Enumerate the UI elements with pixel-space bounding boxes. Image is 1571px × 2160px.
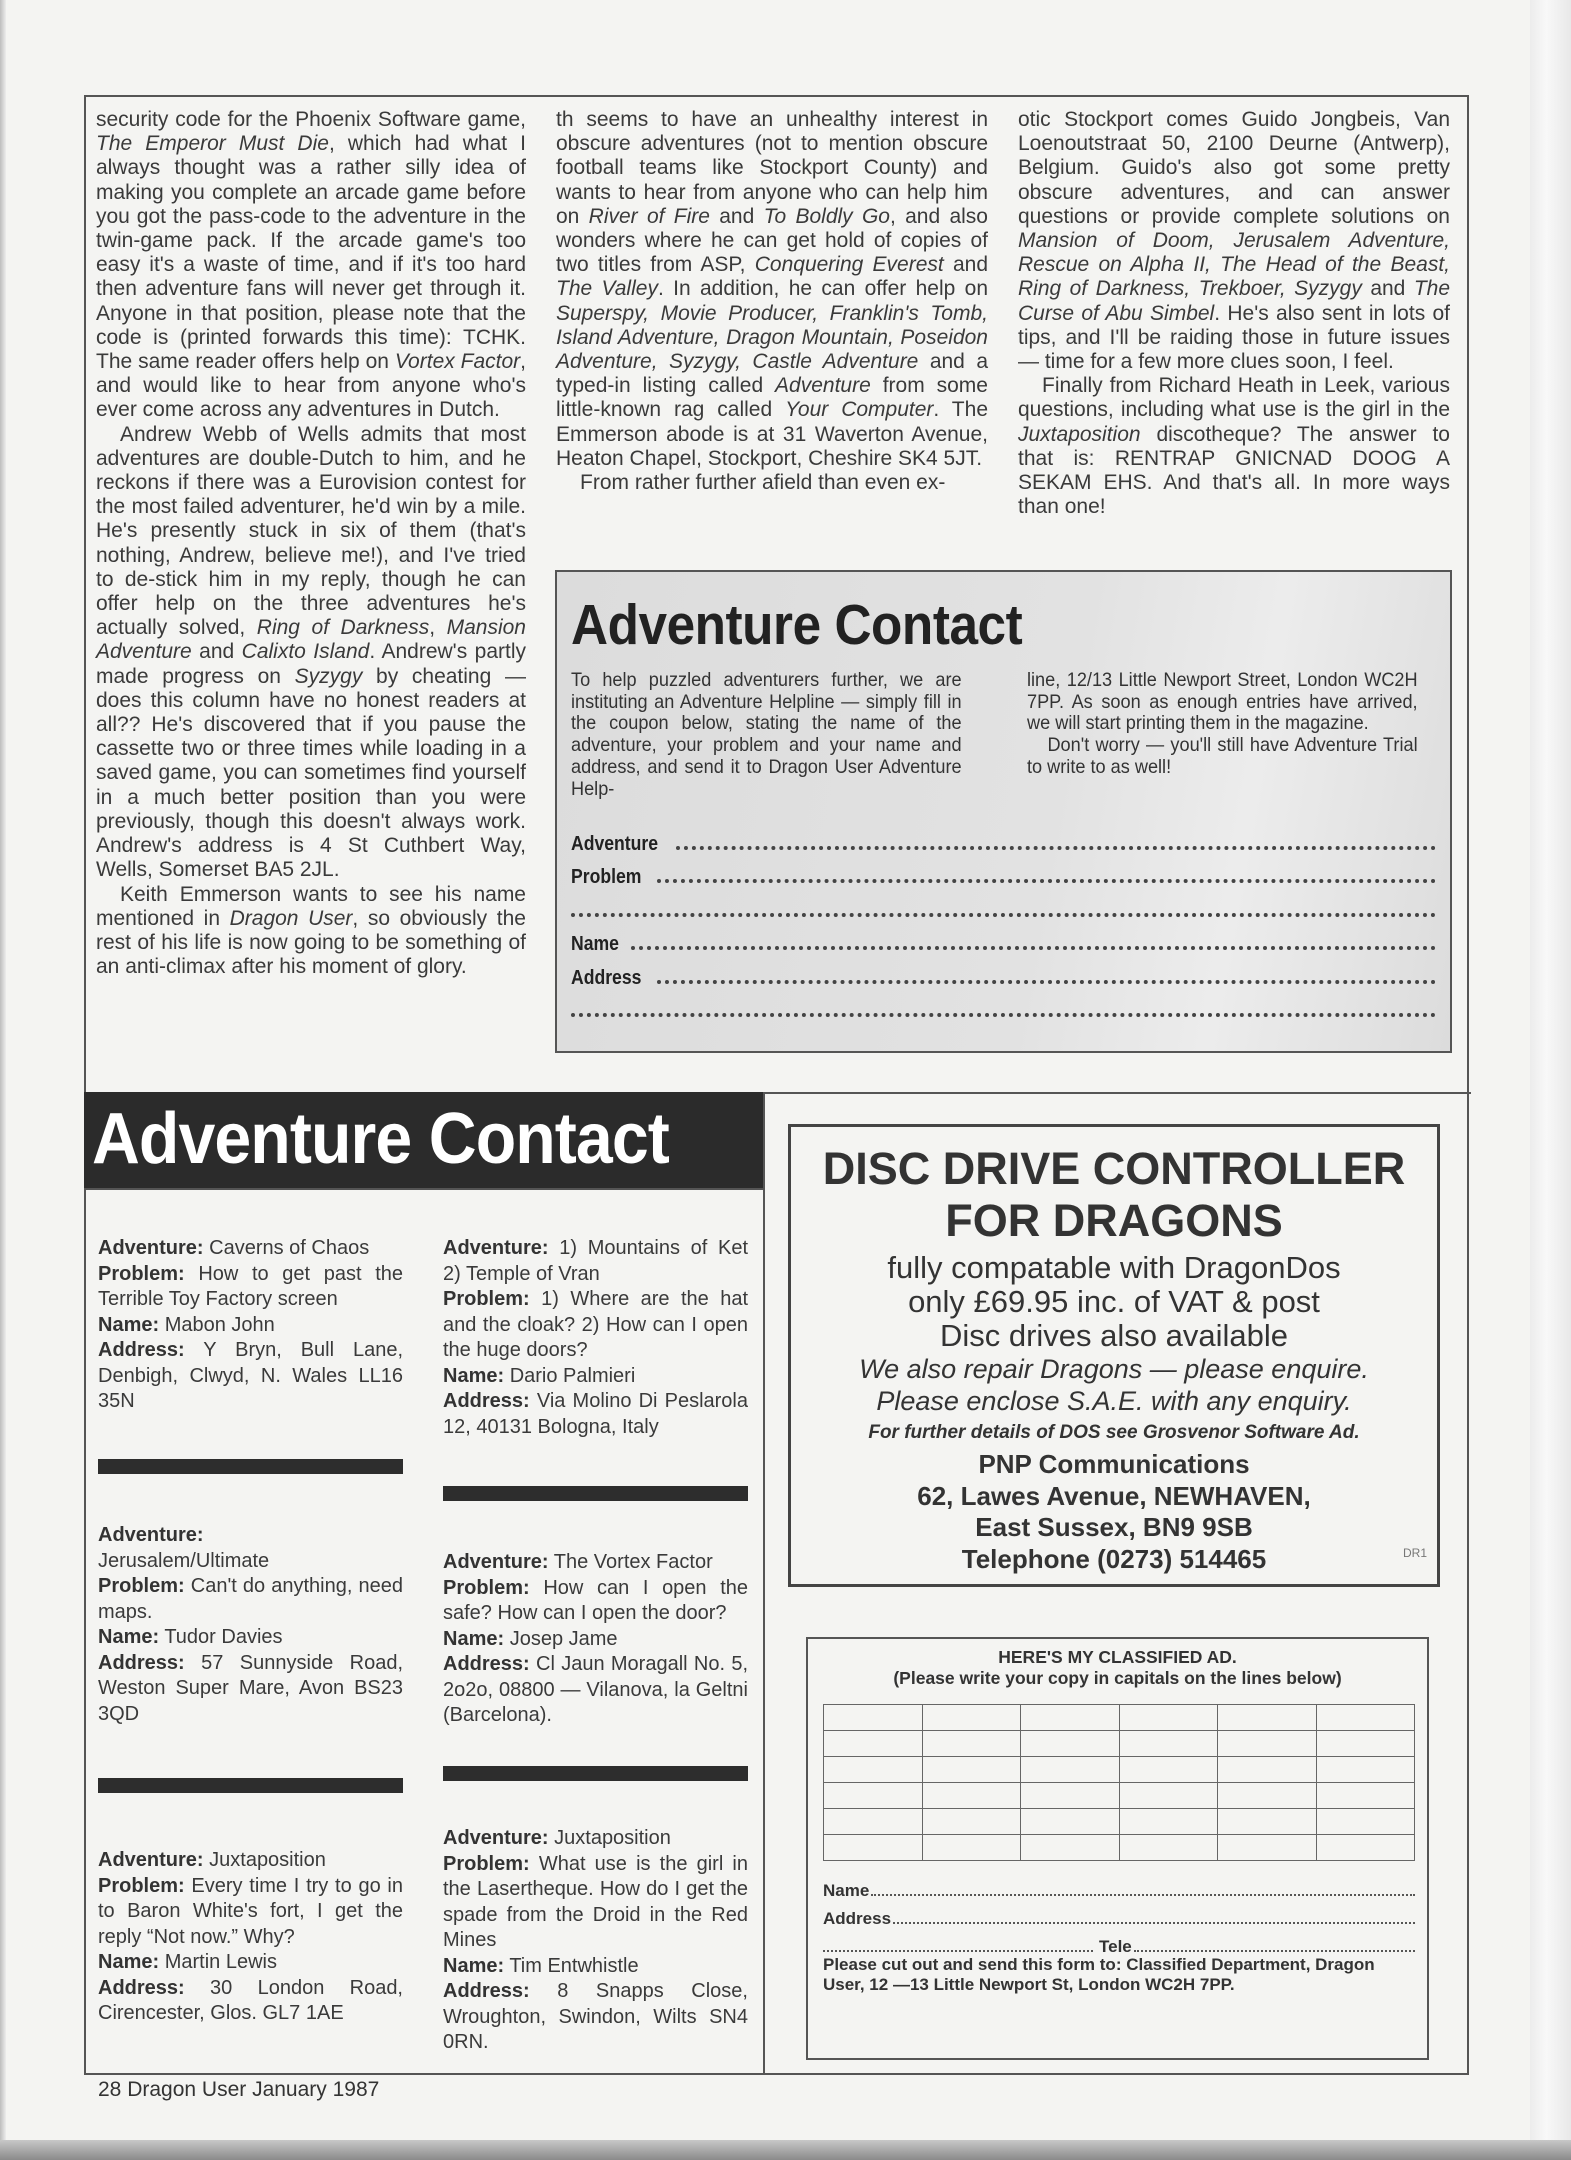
dotted-line xyxy=(676,846,1436,850)
grid-cell[interactable] xyxy=(1021,1757,1120,1783)
coupon-field-adventure[interactable] xyxy=(571,822,1436,856)
grid-cell[interactable] xyxy=(922,1705,1021,1731)
name-label: Name xyxy=(823,1881,870,1900)
coupon-field-label: Problem xyxy=(571,866,642,888)
disc-drive-ad xyxy=(788,1124,1440,1587)
entry-address: Address: Y Bryn, Bull Lane, Denbigh, Clwyd, N. Wales LL16 35N xyxy=(98,1339,403,1412)
grid-cell[interactable] xyxy=(922,1783,1021,1809)
classified-heading: HERE'S MY CLASSIFIED AD. xyxy=(998,1647,1237,1667)
grid-cell[interactable] xyxy=(1218,1705,1317,1731)
grid-cell[interactable] xyxy=(922,1809,1021,1835)
grid-cell[interactable] xyxy=(1218,1757,1317,1783)
grid-cell[interactable] xyxy=(1021,1705,1120,1731)
coupon-field-address[interactable] xyxy=(571,956,1436,990)
dotted-line xyxy=(571,913,1436,917)
entry-adventure: Adventure: 1) Mountains of Ket 2) Temple of Vran xyxy=(443,1237,748,1285)
page-footer: 28 Dragon User January 1987 xyxy=(98,2078,380,2101)
entry-problem: Problem: How to get past the Terrible Toy Factory screen xyxy=(98,1262,403,1310)
entry-address: Address: 57 Sunnyside Road, Weston Super Mare, Avon BS23 3QD xyxy=(98,1651,403,1725)
dotted-line xyxy=(657,980,1436,984)
entry-problem: Problem: What use is the girl in the Lasertheque. How do I get the spade from the Droid in the Red Mines xyxy=(443,1852,748,1951)
entry-adventure: Adventure: Jerusalem/Ultimate xyxy=(98,1524,270,1572)
contact-entry xyxy=(98,1848,403,2027)
article-column-2 xyxy=(556,108,988,495)
coupon-field-label: Adventure xyxy=(571,832,659,855)
entry-adventure: Adventure: Juxtaposition xyxy=(98,1849,326,1871)
helpline-paragraph: Don't worry — you'll still have Adventure Trial to write to as well! xyxy=(1027,734,1418,778)
entry-problem: Problem: Every time I try to go in to Baron White's fort, I get the reply “Not now.” Why? xyxy=(98,1874,403,1948)
coupon-field-name[interactable] xyxy=(571,923,1436,957)
ad-telephone: Telephone (0273) 514465 xyxy=(961,1543,1267,1574)
separator-bar xyxy=(443,1486,748,1501)
grid-cell[interactable] xyxy=(824,1783,923,1809)
article-paragraph: security code for the Phoenix Software game, The Emperor Must Die, which had what I always thought was a rather silly idea of making you complete an arcade game before you got the pass-code to the adventure in the twin-game pack. If the arcade game's too easy it's a waste of time, and if it's too hard then adventure fans will never get through it. Anyone in that position, please note that the code is (printed forwards this time): TCHK. The same reader offers help on Vortex Factor, and would like to hear from anyone who's ever come across any adventures in Dutch. xyxy=(96,108,527,422)
entry-adventure: Adventure: Juxtaposition xyxy=(443,1827,671,1849)
entry-problem: Problem: 1) Where are the hat and the cloak? 2) How can I open the huge doors? xyxy=(443,1288,748,1361)
classified-ad-form xyxy=(806,1637,1429,2060)
separator-bar xyxy=(98,1778,403,1793)
contact-entry xyxy=(443,1236,748,1440)
classified-instructions: (Please write your copy in capitals on the lines below) xyxy=(893,1668,1342,1688)
dotted-line xyxy=(657,879,1436,883)
entry-problem: Problem: Can't do anything, need maps. xyxy=(98,1575,403,1623)
grid-cell[interactable] xyxy=(1119,1705,1218,1731)
ad-address: East Sussex, BN9 9SB xyxy=(975,1512,1253,1542)
contact-entry xyxy=(98,1236,403,1415)
tele-label: Tele xyxy=(1099,1937,1132,1956)
contact-entry xyxy=(98,1523,403,1727)
entry-name: Name: Tim Entwhistle xyxy=(443,1954,639,1977)
grid-cell[interactable] xyxy=(1316,1835,1415,1861)
helpline-intro-left xyxy=(571,670,962,800)
entry-address: Address: Cl Jaun Moragall No. 5, 2o2o, 08800 — Vilanova, la Geltni (Barcelona). xyxy=(443,1653,748,1726)
grid-cell[interactable] xyxy=(824,1731,923,1757)
helpline-box xyxy=(555,570,1452,1053)
coupon-field-label: Name xyxy=(571,933,619,955)
grid-cell[interactable] xyxy=(1119,1835,1218,1861)
grid-cell[interactable] xyxy=(1218,1835,1317,1861)
grid-cell[interactable] xyxy=(1316,1783,1415,1809)
ad-note: For further details of DOS see Grosvenor Software Ad. xyxy=(868,1422,1360,1443)
entry-name: Name: Dario Palmieri xyxy=(443,1364,636,1387)
entry-address: Address: 8 Snapps Close, Wroughton, Swindon, Wilts SN4 0RN. xyxy=(443,1980,748,2053)
contact-title: Adventure Contact xyxy=(92,1099,669,1179)
ad-line: Disc drives also available xyxy=(939,1318,1289,1353)
entry-name: Name: Martin Lewis xyxy=(98,1951,277,1973)
ad-headline: DISC DRIVE CONTROLLER xyxy=(822,1143,1406,1194)
grid-cell[interactable] xyxy=(1218,1809,1317,1835)
entry-name: Name: Tudor Davies xyxy=(98,1626,283,1648)
ad-code: DR1 xyxy=(1402,1546,1427,1560)
page-shadow-bottom xyxy=(0,2140,1571,2160)
coupon-field-continuation[interactable] xyxy=(571,889,1436,923)
entry-address: Address: Via Molino Di Peslarola 12, 40131 Bologna, Italy xyxy=(443,1390,748,1438)
grid-cell[interactable] xyxy=(1218,1731,1317,1757)
grid-cell[interactable] xyxy=(824,1705,923,1731)
contact-entry xyxy=(443,1826,748,2056)
grid-cell[interactable] xyxy=(824,1809,923,1835)
classified-name-field[interactable] xyxy=(823,1873,1415,1901)
entry-adventure: Adventure: The Vortex Factor xyxy=(443,1551,713,1573)
ad-address: 62, Lawes Avenue, NEWHAVEN, xyxy=(917,1480,1311,1511)
classified-footer: Please cut out and send this form to: Classified Department, Dragon User, 12 —13 Little Newport St, London WC2H 7PP. xyxy=(823,1955,1375,1994)
grid-cell[interactable] xyxy=(922,1835,1021,1861)
grid-cell[interactable] xyxy=(1021,1731,1120,1757)
article-paragraph: Finally from Richard Heath in Leek, various questions, including what use is the girl in the Juxtaposition discotheque? The answer to that is: RENTRAP GNICNAD DOOG A SEKAM EHS. And that's all. In more ways than one! xyxy=(1018,374,1450,519)
page-shadow-right xyxy=(1530,0,1571,2160)
helpline-coupon xyxy=(571,822,1436,1023)
entry-problem: Problem: How can I open the safe? How can I open the door? xyxy=(443,1576,748,1624)
grid-cell[interactable] xyxy=(1316,1705,1415,1731)
helpline-intro-right xyxy=(1027,670,1418,779)
ad-headline: FOR DRAGONS xyxy=(945,1195,1283,1246)
ad-italic-line: We also repair Dragons — please enquire. xyxy=(859,1354,1369,1384)
entry-name: Name: Josep Jame xyxy=(443,1627,618,1650)
coupon-field-problem[interactable] xyxy=(571,856,1436,890)
separator-bar xyxy=(98,1459,403,1474)
grid-cell[interactable] xyxy=(1316,1731,1415,1757)
ad-price: only £69.95 inc. of VAT & post xyxy=(908,1284,1320,1319)
grid-cell[interactable] xyxy=(922,1757,1021,1783)
address-label: Address xyxy=(823,1909,892,1928)
article-column-3 xyxy=(1018,108,1450,519)
grid-cell[interactable] xyxy=(1021,1783,1120,1809)
ad-italic-line: Please enclose S.A.E. with any enquiry. xyxy=(876,1386,1352,1416)
contact-entry xyxy=(443,1550,748,1729)
grid-cell[interactable] xyxy=(1119,1783,1218,1809)
section-divider xyxy=(765,1092,1471,1094)
ad-line: fully compatable with DragonDos xyxy=(887,1250,1341,1285)
helpline-title: Adventure Contact xyxy=(571,593,1023,657)
dotted-line xyxy=(571,1013,1436,1017)
grid-cell[interactable] xyxy=(1316,1757,1415,1783)
grid-cell[interactable] xyxy=(1119,1731,1218,1757)
grid-cell[interactable] xyxy=(1021,1835,1120,1861)
classified-address-field[interactable] xyxy=(823,1901,1415,1929)
article-paragraph: Andrew Webb of Wells admits that most adventures are double-Dutch to him, and he reckons if there was a Eurovision contest for the most failed adventurer, he'd win by a mile. He's presently stuck in six of them (that's nothing, Andrew, believe me!), and I've tried to de-stick him in my reply, though he can offer help on the three adventures he's actually solved, Ring of Darkness, Mansion Adventure and Calixto Island. Andrew's partly made progress on Syzygy by cheating — does this column have no honest readers at all?? He's discovered that if you pause the cassette two or three times while loading in a saved game, you can sometimes find yourself in a much better position than you were previously, though this doesn't always work. Andrew's address is 4 St Cuthbert Way, Wells, Somerset BA5 2JL. xyxy=(96,422,526,882)
ad-company: PNP Communications xyxy=(978,1449,1250,1479)
grid-cell[interactable] xyxy=(922,1731,1021,1757)
helpline-paragraph: To help puzzled adventurers further, we are instituting an Adventure Helpline — simply fill in the coupon below, stating the name of the adventure, your problem and your name and address, and send it to Dragon User Adventure Help- xyxy=(571,669,962,800)
article-paragraph: Keith Emmerson wants to see his name mentioned in Dragon User, so obviously the rest of his life is now going to be something of an anti-climax after his moment of glory. xyxy=(96,882,526,979)
grid-cell[interactable] xyxy=(1021,1809,1120,1835)
helpline-paragraph: line, 12/13 Little Newport Street, London WC2H 7PP. As soon as enough entries have arrived, we will start printing them in the magazine. xyxy=(1027,669,1418,735)
grid-cell[interactable] xyxy=(1218,1783,1317,1809)
article-paragraph: th seems to have an unhealthy interest in obscure adventures (not to mention obscure football teams like Stockport County) and wants to hear from anyone who can help him on River of Fire and To Boldly Go, and also wonders where he can get hold of copies of two titles from ASP, Conquering Everest and The Valley. In addition, he can offer help on Superspy, Movie Producer, Franklin's Tomb, Island Adventure, Dragon Mountain, Poseidon Adventure, Syzygy, Castle Adventure and a typed-in listing called Adventure from some little-known rag called Your Computer. The Emmerson abode is at 31 Waverton Avenue, Heaton Chapel, Stockport, Cheshire SK4 5JT. xyxy=(556,108,989,470)
grid-cell[interactable] xyxy=(1316,1809,1415,1835)
classified-tele-field[interactable] xyxy=(823,1929,1415,1957)
dotted-line xyxy=(631,946,1436,950)
article-column-1 xyxy=(96,108,526,979)
article-paragraph: From rather further afield than even ex- xyxy=(580,471,946,495)
entry-address: Address: 30 London Road, Cirencester, Glos. GL7 1AE xyxy=(98,1976,403,2024)
article-paragraph: otic Stockport comes Guido Jongbeis, Van Loenoutstraat 50, 2100 Deurne (Antwerp), Belgium. Guido's also got some pretty obscure adventures, and can answer questions or provide complete solutions on Mansion of Doom, Jerusalem Adventure, Rescue on Alpha II, The Head of the Beast, Ring of Darkness, Trekboer, Syzygy and The Curse of Abu Simbel. He's also sent in lots of tips, and I'll be raiding those in future issues — time for a few more clues soon, I feel. xyxy=(1018,108,1451,374)
entry-adventure: Adventure: Caverns of Chaos xyxy=(98,1237,370,1259)
grid-cell[interactable] xyxy=(824,1835,923,1861)
classified-copy-grid[interactable] xyxy=(823,1704,1415,1861)
coupon-field-label: Address xyxy=(571,966,642,989)
page-shadow-left xyxy=(0,0,6,2160)
entry-name: Name: Mabon John xyxy=(98,1313,275,1336)
grid-cell[interactable] xyxy=(824,1757,923,1783)
grid-cell[interactable] xyxy=(1119,1757,1218,1783)
coupon-field-continuation[interactable] xyxy=(571,990,1436,1024)
separator-bar xyxy=(443,1766,748,1781)
grid-cell[interactable] xyxy=(1119,1809,1218,1835)
contact-title-bar xyxy=(84,1092,763,1190)
